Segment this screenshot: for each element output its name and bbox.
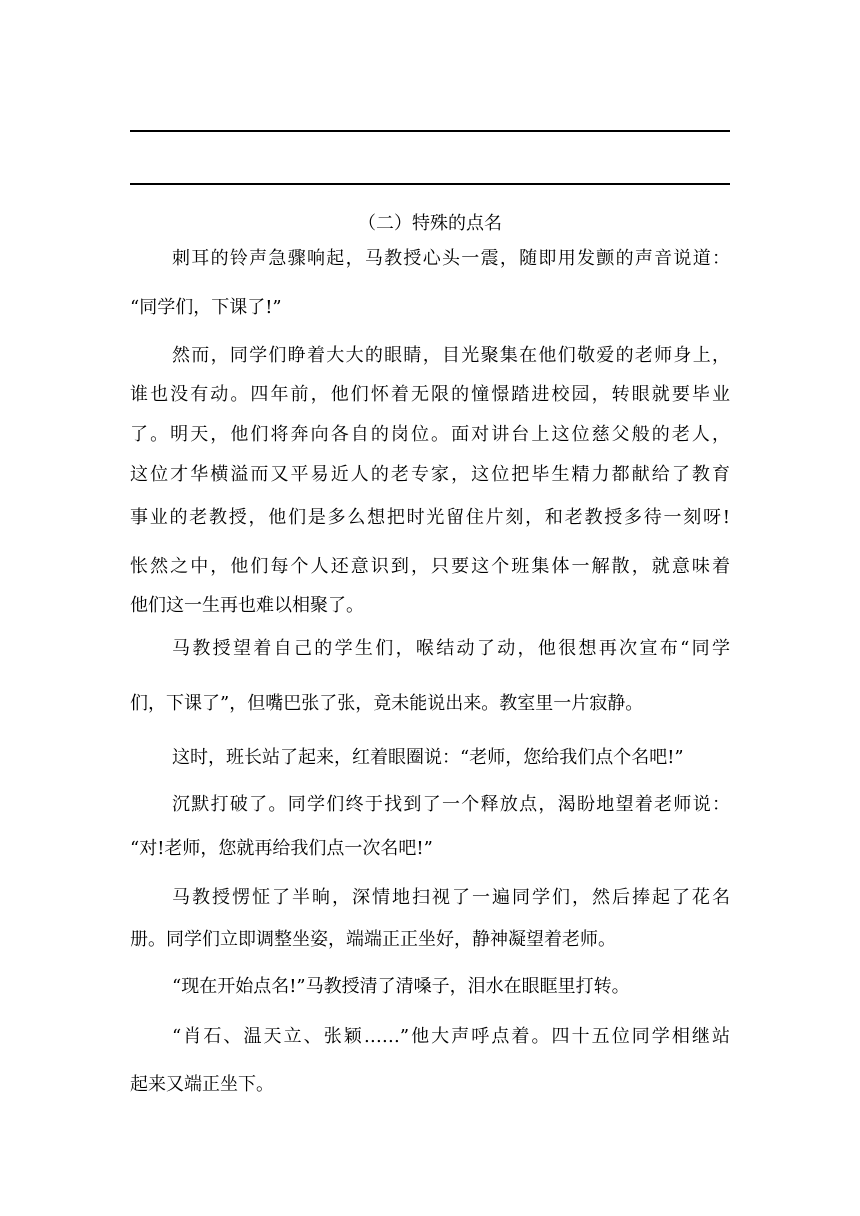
answer-line-1 bbox=[130, 130, 730, 132]
text-line-12: 这时，班长站了起来，红着眼圈说：“老师，您给我们点个名吧!” bbox=[172, 747, 684, 768]
text-line-7: 事业的老教授，他们是多么想把时光留住片刻，和老教授多待一刻呀! bbox=[130, 507, 730, 528]
text-line-9: 他们这一生再也难以相聚了。 bbox=[130, 595, 364, 616]
text-line-10: 马教授望着自己的学生们，喉结动了动，他很想再次宣布“同学 bbox=[172, 638, 730, 659]
text-line-6: 这位才华横溢而又平易近人的老专家，这位把毕生精力都献给了教育 bbox=[130, 464, 730, 485]
text-line-16: 册。同学们立即调整坐姿，端端正正坐好，静神凝望着老师。 bbox=[130, 929, 616, 950]
text-line-15: 马教授愣怔了半晌，深情地扫视了一遍同学们，然后捧起了花名 bbox=[172, 887, 730, 908]
passage-title: （二）特殊的点名 bbox=[358, 213, 502, 234]
text-line-3: 然而，同学们睁着大大的眼睛，目光聚集在他们敬爱的老师身上， bbox=[172, 345, 730, 366]
text-line-2: “同学们，下课了!” bbox=[130, 297, 282, 318]
text-line-17: “现在开始点名!”马教授清了清嗓子，泪水在眼眶里打转。 bbox=[172, 976, 630, 997]
text-line-5: 了。明天，他们将奔向各自的岗位。面对讲台上这位慈父般的老人， bbox=[130, 424, 730, 445]
text-line-1: 刺耳的铃声急骤响起，马教授心头一震，随即用发颤的声音说道： bbox=[172, 248, 730, 269]
text-line-8: 怅然之中，他们每个人还意识到，只要这个班集体一解散，就意味着 bbox=[130, 556, 730, 577]
text-line-18: “肖石、温天立、张颖……”他大声呼点着。四十五位同学相继站 bbox=[172, 1026, 730, 1047]
text-line-11: 们，下课了”，但嘴巴张了张，竟未能说出来。教室里一片寂静。 bbox=[130, 693, 644, 714]
text-line-19: 起来又端正坐下。 bbox=[130, 1074, 274, 1095]
answer-line-2 bbox=[130, 183, 730, 185]
text-line-4: 谁也没有动。四年前，他们怀着无限的憧憬踏进校园，转眼就要毕业 bbox=[130, 384, 730, 405]
text-line-14: “对!老师，您就再给我们点一次名吧!” bbox=[130, 838, 433, 859]
text-line-13: 沉默打破了。同学们终于找到了一个释放点，渴盼地望着老师说： bbox=[172, 794, 730, 815]
